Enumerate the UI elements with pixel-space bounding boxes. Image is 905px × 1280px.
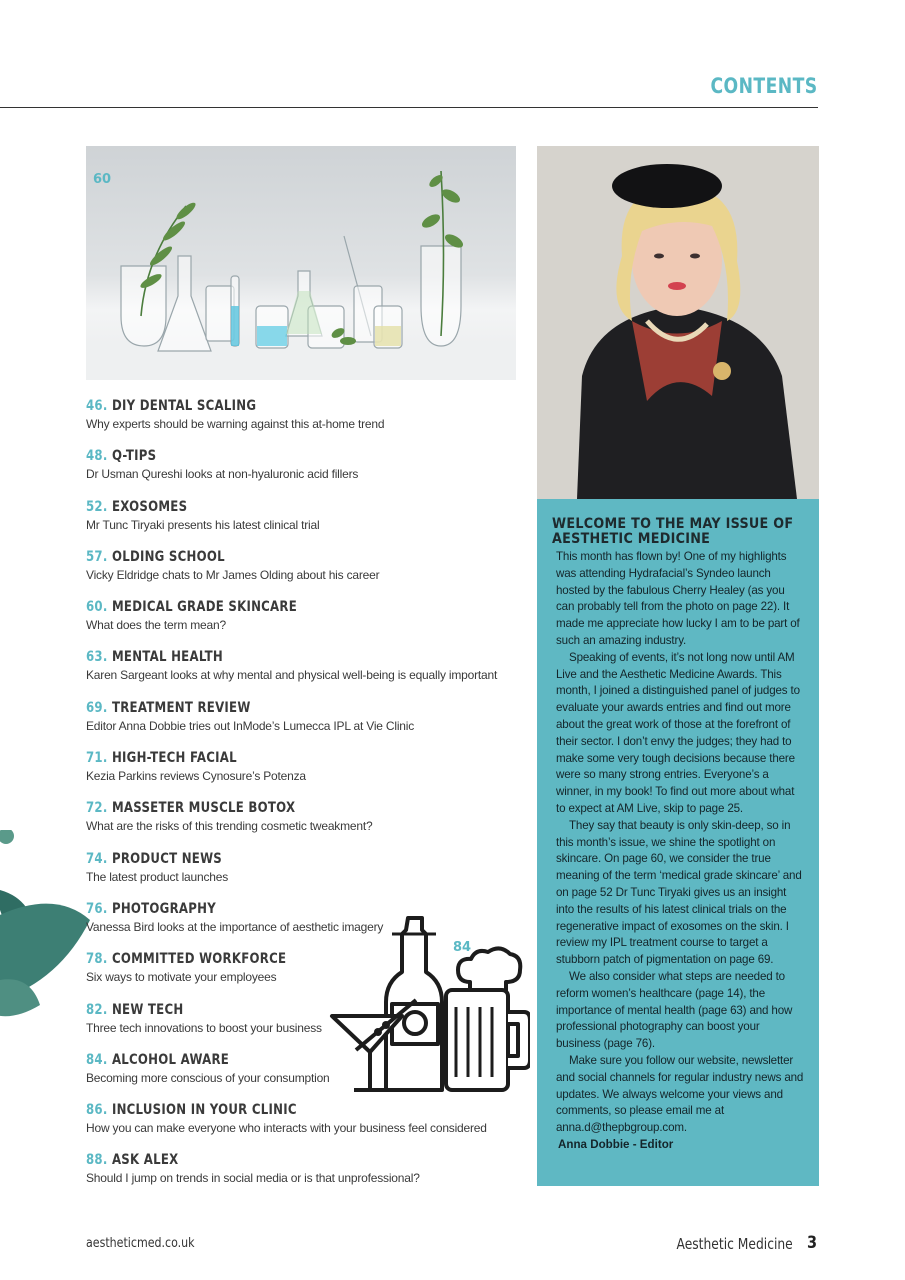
- toc-title: COMMITTED WORKFORCE: [111, 951, 287, 968]
- toc-page-number: 84.: [86, 1051, 108, 1068]
- toc-title: Q-TIPS: [111, 448, 157, 465]
- toc-title: ALCOHOL AWARE: [111, 1051, 230, 1068]
- toc-title: PHOTOGRAPHY: [111, 900, 216, 917]
- toc-description: Karen Sargeant looks at why mental and physical well-being is equally important: [86, 668, 498, 683]
- toc-description: Vanessa Bird looks at the importance of aesthetic imagery: [86, 919, 384, 934]
- toc-item[interactable]: [86, 398, 526, 448]
- toc-item[interactable]: [86, 1152, 526, 1202]
- editor-welcome-panel: [537, 499, 819, 1186]
- toc-description: Three tech innovations to boost your business: [86, 1020, 322, 1035]
- welcome-paragraph: This month has flown by! One of my highlights was attending Hydrafacial’s Syndeo launch hosted by the fabulous Cherry Healey (as you can probably tell from the photo on page 22). It made me appreciate how lucky I am to be part of such an amazing industry.: [556, 550, 800, 647]
- footer-website[interactable]: aestheticmed.co.uk: [86, 1236, 195, 1251]
- toc-item[interactable]: [86, 800, 526, 850]
- toc-page-number: 71.: [86, 750, 108, 767]
- toc-page-number: 46.: [86, 398, 108, 414]
- toc-page-number: 69.: [86, 699, 108, 716]
- toc-item[interactable]: [86, 851, 526, 901]
- toc-title: MASSETER MUSCLE BOTOX: [111, 800, 296, 817]
- toc-title: OLDING SCHOOL: [111, 548, 225, 565]
- toc-title: NEW TECH: [111, 1001, 184, 1018]
- toc-description: Vicky Eldridge chats to Mr James Olding about his career: [86, 567, 380, 582]
- toc-page-number: 78.: [86, 951, 108, 968]
- editor-signature: Anna Dobbie - Editor: [558, 1137, 674, 1151]
- toc-description: How you can make everyone who interacts with your business feel considered: [86, 1121, 487, 1136]
- toc-title: EXOSOMES: [111, 498, 188, 515]
- toc-page-number: 74.: [86, 850, 108, 867]
- toc-description: Becoming more conscious of your consumption: [86, 1070, 330, 1085]
- toc-description: Kezia Parkins reviews Cynosure’s Potenza: [86, 769, 306, 784]
- editor-portrait-illustration: [537, 146, 819, 499]
- toc-description: Dr Usman Qureshi looks at non-hyaluronic acid fillers: [86, 467, 359, 482]
- lab-image-page-ref: 60: [93, 172, 112, 187]
- header-divider: [0, 107, 818, 108]
- toc-description: Editor Anna Dobbie tries out InMode’s Lumecca IPL at Vie Clinic: [86, 718, 415, 733]
- page-title: CONTENTS: [710, 74, 818, 98]
- toc-description: Mr Tunc Tiryaki presents his latest clinical trial: [86, 517, 320, 532]
- toc-page-number: 76.: [86, 900, 108, 917]
- toc-item[interactable]: [86, 1102, 526, 1152]
- toc-title: MENTAL HEALTH: [111, 649, 223, 666]
- welcome-title: WELCOME TO THE MAY ISSUE OF AESTHETIC MEDICINE: [552, 516, 794, 547]
- toc-description: The latest product launches: [86, 869, 229, 884]
- toc-page-number: 48.: [86, 448, 108, 465]
- toc-item[interactable]: [86, 599, 526, 649]
- toc-title: TREATMENT REVIEW: [111, 699, 251, 716]
- toc-title: HIGH-TECH FACIAL: [111, 750, 237, 767]
- toc-title: INCLUSION IN YOUR CLINIC: [111, 1102, 297, 1119]
- toc-page-number: 88.: [86, 1152, 108, 1169]
- welcome-paragraph: We also consider what steps are needed to reform women’s healthcare (page 14), the importance of mental health (page 63) and how professional photography can boost your business (page 76).: [556, 969, 793, 1051]
- toc-page-number: 60.: [86, 599, 108, 616]
- toc-page-number: 82.: [86, 1001, 108, 1018]
- drinks-image-page-ref: 84: [453, 940, 472, 955]
- editor-photo: [537, 146, 819, 499]
- toc-title: PRODUCT NEWS: [111, 850, 223, 867]
- lab-glassware-image: [86, 146, 516, 380]
- toc-item[interactable]: [86, 448, 526, 498]
- footer-magazine-name: Aesthetic Medicine: [676, 1235, 793, 1253]
- welcome-paragraph: Make sure you follow our website, newsletter and social channels for regular industry news and updates. We always welcome your views and comments, so please email me at anna.d@thepbgroup.com.: [556, 1053, 804, 1135]
- welcome-paragraph: Speaking of events, it’s not long now until AM Live and the Aesthetic Medicine Awards. This month, I joined a distinguished panel of judges to evaluate your awards entries and find out more about the great work of those at the forefront of their sector. I don’t envy the judges; they had to make some very tough decisions because there were so many strong entries. Everyone’s a winner, in my book! To find out more about what to expect at AM Live, skip to page 25.: [556, 650, 800, 815]
- page-number: 3: [807, 1233, 818, 1253]
- toc-description: Should I jump on trends in social media or is that unprofessional?: [86, 1171, 420, 1186]
- toc-item[interactable]: [86, 750, 526, 800]
- welcome-paragraph: They say that beauty is only skin-deep, so in this month’s issue, we shine the spotlight on skincare. On page 60, we consider the true meaning of the term ‘medical grade skincare’ and on page 52 Dr Tunc Tiryaki gives us an insight into the results of his latest clinical trials on the regenerative impact of exosomes on the skin. I review my IPL treatment course to target a stubborn patch of pigmentation on page 69.: [556, 818, 802, 967]
- toc-page-number: 63.: [86, 649, 108, 666]
- toc-page-number: 72.: [86, 800, 108, 817]
- toc-description: What are the risks of this trending cosmetic tweakment?: [86, 819, 373, 834]
- toc-item[interactable]: [86, 700, 526, 750]
- toc-page-number: 52.: [86, 498, 108, 515]
- toc-page-number: 86.: [86, 1102, 108, 1119]
- toc-title: DIY DENTAL SCALING: [111, 398, 257, 414]
- welcome-body: [552, 549, 805, 1137]
- toc-description: Why experts should be warning against this at-home trend: [86, 417, 385, 431]
- toc-item[interactable]: [86, 649, 526, 699]
- toc-description: Six ways to motivate your employees: [86, 970, 277, 985]
- lab-glassware-illustration: [86, 146, 516, 380]
- toc-item[interactable]: [86, 549, 526, 599]
- toc-description: What does the term mean?: [86, 618, 226, 633]
- toc-title: ASK ALEX: [111, 1152, 179, 1169]
- toc-page-number: 57.: [86, 548, 108, 565]
- toc-title: MEDICAL GRADE SKINCARE: [111, 599, 298, 616]
- toc-item[interactable]: [86, 499, 526, 549]
- drinks-illustration: [328, 912, 530, 1094]
